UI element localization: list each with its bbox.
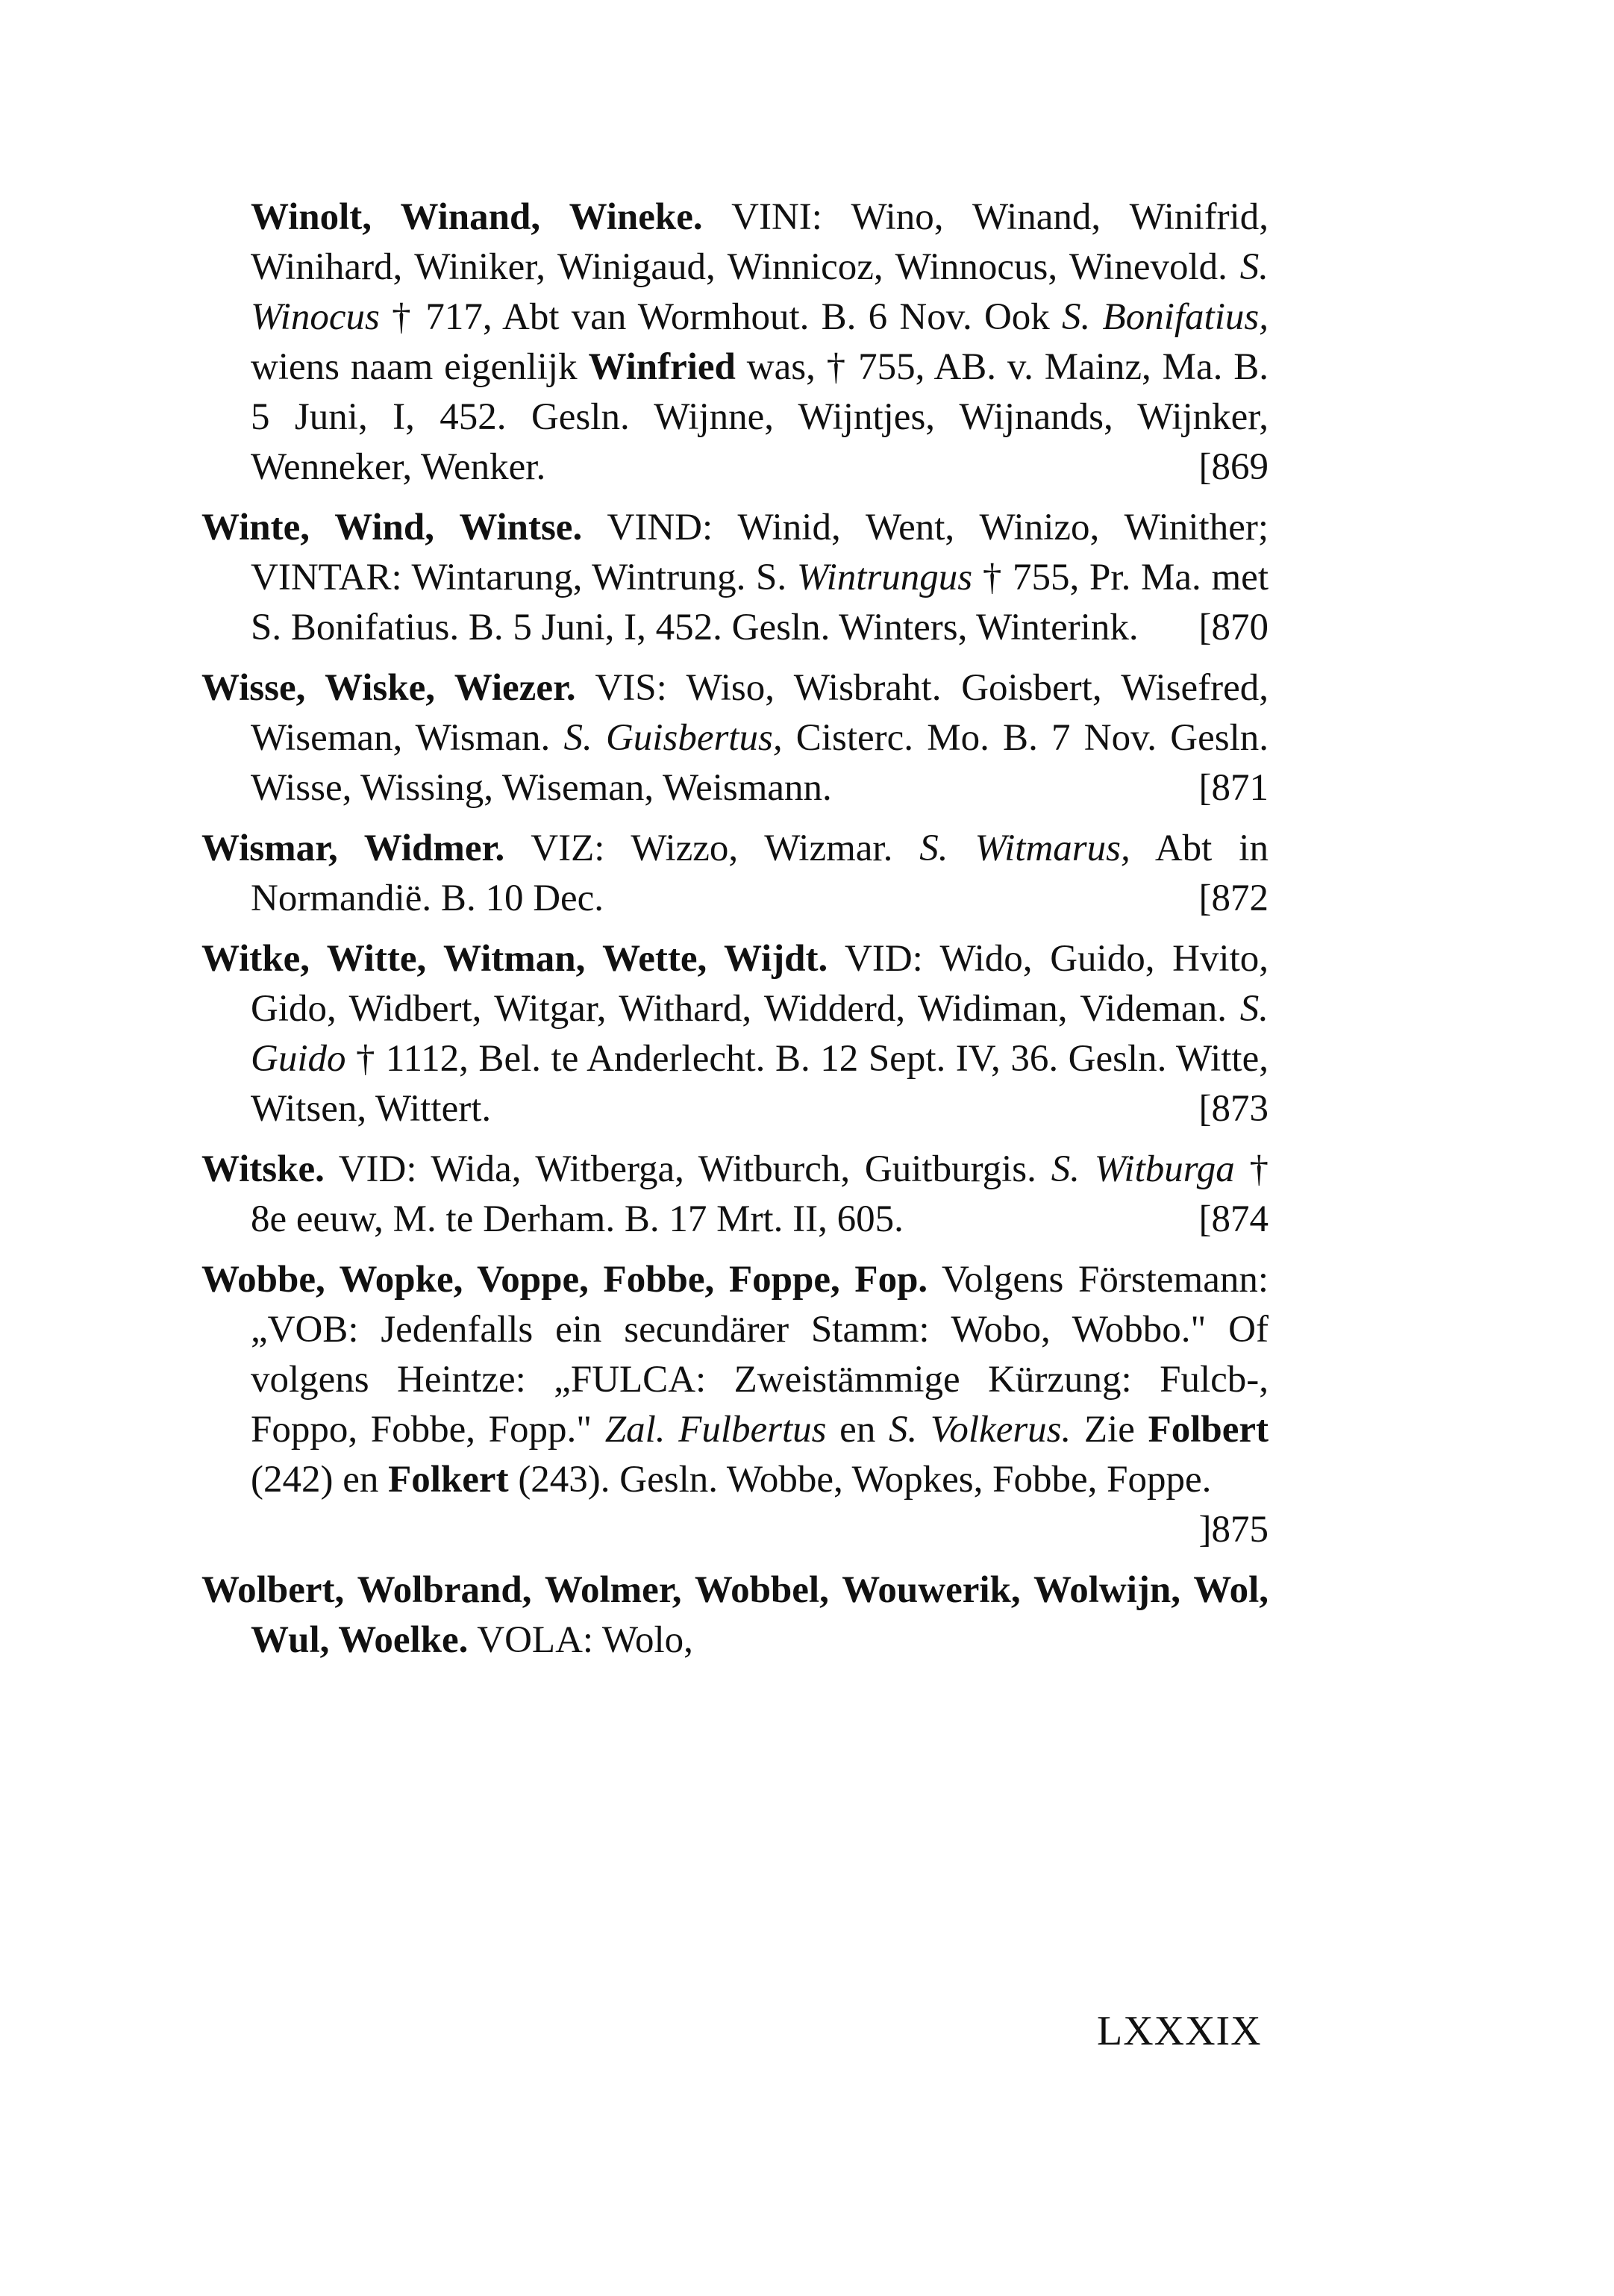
entry-text: VID: Wido, Guido, Hvito, Gido, Widbert, Witgar, Withard, Widderd, Widiman, Videman.	[251, 938, 1269, 1030]
entry-number: [871	[1198, 767, 1269, 809]
entry-headword: Wolbert, Wolbrand, Wolmer, Wobbel, Wouwerik, Wolwijn, Wol, Wul, Woelke.	[201, 1569, 1269, 1661]
entry-text: VID: Wida, Witberga, Witburch, Guitburgis.	[324, 1148, 1051, 1190]
entry-text: † 1112, Bel. te Anderlecht. B. 12 Sept. IV, 36. Gesln. Witte, Witsen, Wittert.	[251, 1038, 1269, 1130]
entry-text: VINI: Wino, Winand, Winifrid, Winihard, Winiker, Winigaud, Winnicoz, Winnocus, Winevold.	[251, 196, 1269, 288]
cross-reference-name: Winfried	[588, 346, 736, 388]
saint-name: S. Guido	[251, 988, 1269, 1080]
entry-headword: Witske.	[201, 1148, 325, 1190]
entry-text: (243). Gesln. Wobbe, Wopkes, Fobbe, Foppe.	[508, 1459, 1212, 1501]
entry-text: Cisterc. Mo. B. 7 Nov. Gesln. Wisse, Wissing, Wiseman, Weismann.	[251, 717, 1269, 809]
saint-name: Wintrungus	[796, 557, 973, 598]
entry-headword: Wisse, Wiske, Wiezer.	[201, 667, 576, 709]
saint-name: Zal. Fulbertus	[604, 1409, 827, 1451]
entry-875	[201, 1255, 1269, 1555]
entry-text: Abt in Normandië. B. 10 Dec.	[251, 828, 1269, 919]
entry-headword: Winolt, Winand, Wineke.	[251, 196, 703, 238]
entry-number: [872	[1198, 878, 1269, 919]
entry-number: [873	[1198, 1088, 1269, 1130]
entry-text: (242) en	[251, 1459, 389, 1501]
entry-874	[201, 1145, 1269, 1245]
name-entries	[201, 193, 1269, 1676]
entry-text: VIND: Winid, Went, Winizo, Winither; VINTAR: Wintarung, Wintrung. S.	[251, 507, 1269, 598]
entry-870	[201, 503, 1269, 653]
entry-text: wiens naam eigenlijk	[251, 346, 589, 388]
entry-number: [870	[1198, 607, 1269, 648]
entry-873	[201, 934, 1269, 1134]
entry-headword: Witke, Witte, Witman, Wette, Wijdt.	[201, 938, 828, 980]
saint-name: S. Winocus	[251, 246, 1269, 338]
entry-text: VIS: Wiso, Wisbraht. Goisbert, Wisefred, Wiseman, Wisman.	[251, 667, 1269, 759]
entry-869	[251, 193, 1269, 492]
entry-text: † 755, Pr. Ma. met S. Bonifatius. B. 5 Juni, I, 452. Gesln. Winters, Winterink.	[251, 557, 1269, 648]
page-number: LXXXIX	[1097, 2008, 1262, 2054]
entry-number: ]875	[1198, 1509, 1269, 1551]
entry-number: [869	[1198, 446, 1269, 488]
saint-name: S. Guisbertus,	[563, 717, 783, 759]
entry-text: en	[826, 1409, 889, 1451]
entry-text: Zie	[1071, 1409, 1148, 1451]
saint-name: S. Bonifatius,	[1062, 296, 1269, 338]
cross-reference-name: Folbert	[1148, 1409, 1269, 1451]
entry-text: VIZ: Wizzo, Wizmar.	[504, 828, 920, 869]
saint-name: S. Volkerus.	[888, 1409, 1072, 1451]
entry-text: † 717, Abt van Wormhout. B. 6 Nov. Ook	[379, 296, 1063, 338]
cross-reference-name: Folkert	[388, 1459, 509, 1501]
entry-headword: Wismar, Widmer.	[201, 828, 505, 869]
entry-text: Volgens Förstemann: „VOB: Jedenfalls ein secundärer Stamm: Wobo, Wobbo." Of volgens Heintze: „FULCA: Zweistämmige Kürzung: Fulcb-, Foppo, Fobbe, Fopp."	[251, 1259, 1269, 1451]
entry-text: was, † 755, AB. v. Mainz, Ma. B. 5 Juni, I, 452. Gesln. Wijnne, Wijntjes, Wijnands, Wijnker, Wenneker, Wenker.	[251, 346, 1269, 488]
entry-872	[201, 824, 1269, 924]
entry-871	[201, 663, 1269, 813]
saint-name: S. Witburga	[1051, 1148, 1235, 1190]
entry-876	[201, 1565, 1269, 1665]
entry-headword: Winte, Wind, Wintse.	[201, 507, 583, 548]
entry-text: VOLA: Wolo,	[468, 1619, 693, 1661]
entry-number: [874	[1198, 1198, 1269, 1240]
entry-text: † 8e eeuw, M. te Derham. B. 17 Mrt. II, 605.	[251, 1148, 1269, 1240]
entry-headword: Wobbe, Wopke, Voppe, Fobbe, Foppe, Fop.	[201, 1259, 928, 1301]
saint-name: S. Witmarus,	[919, 828, 1130, 869]
